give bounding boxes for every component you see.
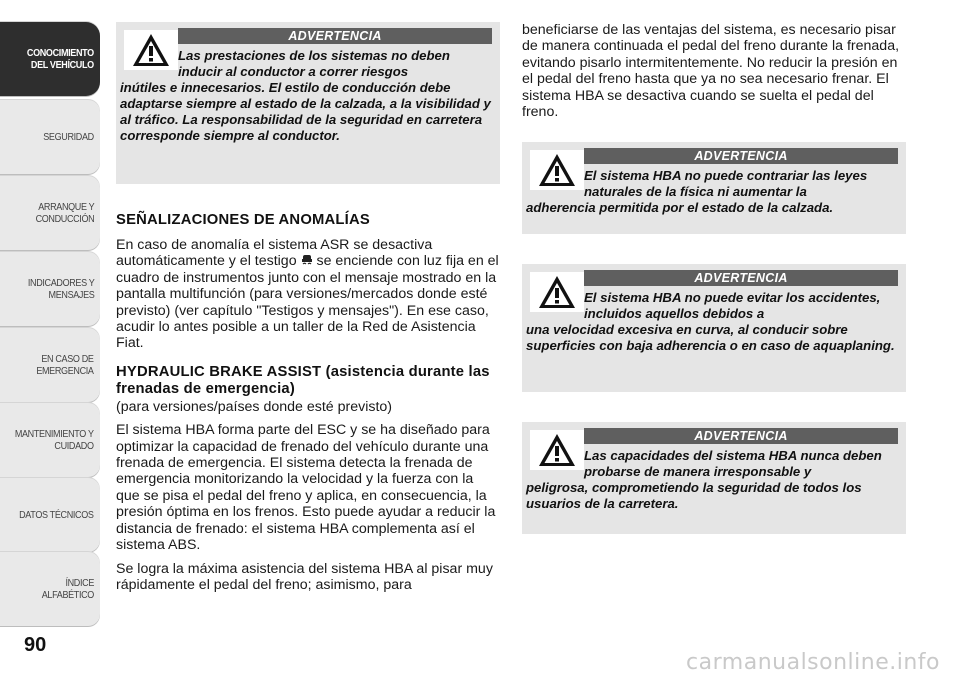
- paragraph: [116, 237, 500, 352]
- warning-title: ADVERTENCIA: [584, 270, 898, 286]
- tab-label: ARRANQUE Y CONDUCCIÓN: [35, 201, 94, 225]
- tab-seguridad[interactable]: [0, 100, 100, 174]
- tab-arranque-y-conduccion[interactable]: [0, 176, 100, 250]
- asr-skid-car-icon: [301, 253, 313, 267]
- warning-box-1: [116, 22, 500, 184]
- tab-label: SEGURIDAD: [43, 131, 94, 143]
- warning-title: ADVERTENCIA: [178, 28, 492, 44]
- warning-box-3: [522, 264, 906, 392]
- warning-box-2: [522, 142, 906, 234]
- tab-datos-tecnicos[interactable]: [0, 478, 100, 552]
- tab-indicadores-y-mensajes[interactable]: [0, 252, 100, 326]
- tab-label: DATOS TÉCNICOS: [19, 509, 94, 521]
- left-column: [116, 22, 500, 600]
- warning-box-4: [522, 422, 906, 534]
- warning-text-indent: El sistema HBA no puede contrariar las leyes naturales de la física ni aumentar la: [584, 168, 868, 200]
- watermark: carmanualsonline.info: [686, 650, 940, 675]
- warning-text-rest: adherencia permitida por el estado de la calzada.: [526, 200, 834, 216]
- paragraph-continued: beneficiarse de las ventajas del sistema, es necesario pisar de manera continuada el pedal del freno durante la frenada, evitando pisarlo intermitentemente. No reducir la presión en el pedal del freno hasta que ya no sea necesario frenar. El sistema HBA se desactiva cuando se suelta el pedal del freno.: [522, 22, 900, 121]
- tab-label: EN CASO DE EMERGENCIA: [36, 353, 94, 377]
- tab-mantenimiento-y-cuidado[interactable]: [0, 403, 100, 477]
- warning-title: ADVERTENCIA: [584, 428, 898, 444]
- warning-text-indent: El sistema HBA no puede evitar los accidentes, incluidos aquellos debidos a: [584, 290, 881, 322]
- warning-triangle-icon: [530, 272, 584, 312]
- tab-label: CONOCIMIENTO DEL VEHÍCULO: [27, 47, 94, 71]
- tab-conocimiento-del-vehiculo[interactable]: [0, 22, 100, 96]
- right-column: [522, 22, 906, 534]
- paragraph: El sistema HBA forma parte del ESC y se ha diseñado para optimizar la capacidad de frenado del vehículo durante una frenada de emergencia. El sistema detecta la frenada de emergencia monitorizando la velocidad y la fuerza con la que se pisa el pedal del freno y aplica, en consecuencia, la presión óptima en los frenos. Esto puede ayudar a reducir la distancia de frenado: el sistema HBA complementa así el sistema ABS.: [116, 422, 496, 554]
- paragraph-text: En caso de anomalía el sistema ASR se desactiva automáticamente y el testigo: [116, 237, 433, 270]
- subheading: (para versiones/países donde esté previsto): [116, 398, 393, 415]
- warning-title: ADVERTENCIA: [584, 148, 898, 164]
- tab-label: INDICADORES Y MENSAJES: [27, 277, 94, 301]
- warning-triangle-icon: [124, 30, 178, 70]
- warning-triangle-icon: [530, 150, 584, 190]
- page-number: 90: [24, 634, 47, 656]
- paragraph-text: se enciende con luz fija en el cuadro de instrumentos junto con el mensaje mostrado en la pantalla multifunción (para versiones/mercados donde esté previsto) (ver capítulo "Testigos y mensajes"). En ese caso, acudir lo antes posible a un taller de la Red de Asistencia Fiat.: [116, 253, 499, 352]
- warning-text-rest: peligrosa, comprometiendo la seguridad de todos los usuarios de la carretera.: [526, 480, 862, 512]
- warning-text-rest: inútiles e innecesarios. El estilo de conducción debe adaptarse siempre al estado de la calzada, a la visibilidad y al tráfico. La responsabilidad de la seguridad en carretera corresponde siempre al conductor.: [120, 80, 491, 143]
- tab-en-caso-de-emergencia[interactable]: [0, 328, 100, 402]
- tab-label: MANTENIMIENTO Y CUIDADO: [15, 428, 94, 452]
- section-heading: SEÑALIZACIONES DE ANOMALÍAS: [116, 212, 370, 228]
- tab-indice-alfabetico[interactable]: [0, 552, 100, 626]
- paragraph: Se logra la máxima asistencia del sistema HBA al pisar muy rápidamente el pedal del freno; asimismo, para: [116, 560, 493, 593]
- warning-text-rest: una velocidad excesiva en curva, al conducir sobre superficies con baja adherencia o en caso de aquaplaning.: [526, 322, 895, 354]
- warning-text-indent: Las prestaciones de los sistemas no deben inducir al conductor a correr riesgos: [178, 48, 450, 79]
- tab-label: ÍNDICE ALFABÉTICO: [41, 577, 94, 601]
- section-heading: HYDRAULIC BRAKE ASSIST (asistencia durante las frenadas de emergencia): [116, 363, 490, 397]
- warning-triangle-icon: [530, 430, 584, 470]
- section-anomalias: [116, 212, 500, 593]
- warning-text-indent: Las capacidades del sistema HBA nunca deben probarse de manera irresponsable y: [584, 448, 882, 480]
